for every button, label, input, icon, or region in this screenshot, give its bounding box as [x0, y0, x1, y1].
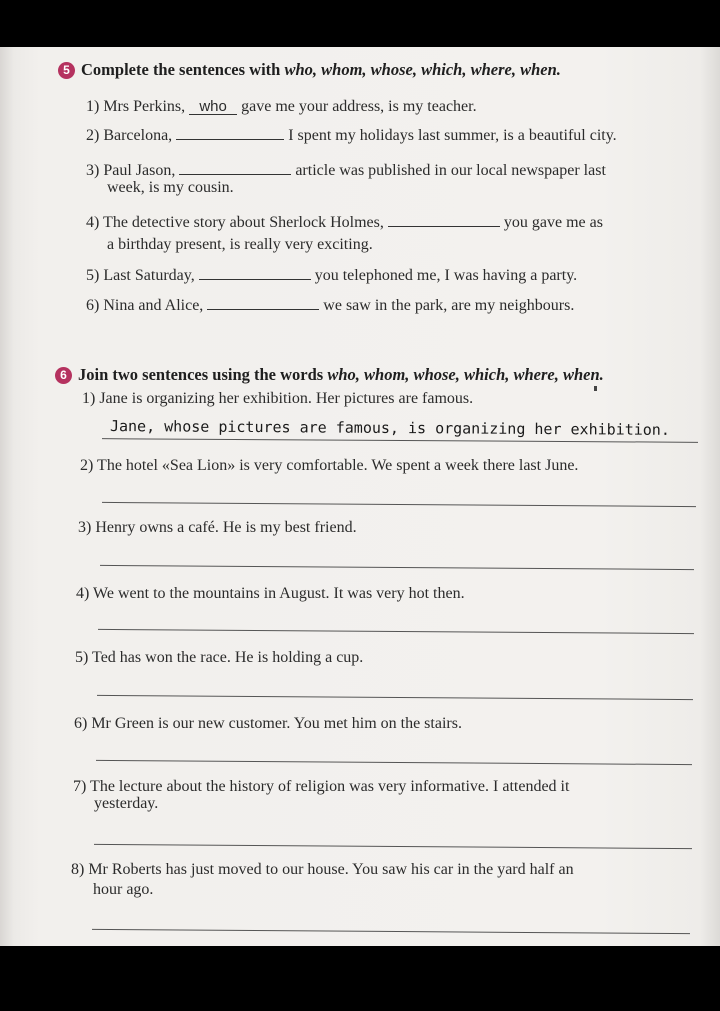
ex6-item-5-answer-line[interactable] — [97, 695, 693, 700]
ex5-item-1: 1) Mrs Perkins, who gave me your address, is my teacher. — [86, 98, 477, 115]
ex6-item-3: 3) Henry owns a café. He is my best friend. — [78, 519, 357, 536]
ex6-item-5: 5) Ted has won the race. He is holding a cup. — [75, 649, 364, 666]
ex6-item-1-answer[interactable]: Jane, whose pictures are famous, is organizing her exhibition. — [109, 417, 670, 439]
ex5-item-5-blank[interactable] — [199, 265, 311, 280]
ex6-item-6: 6) Mr Green is our new customer. You met him on the stairs. — [74, 715, 462, 732]
ex6-item-1-answer-line — [102, 438, 698, 443]
ex6-item-8-answer-line[interactable] — [92, 929, 690, 934]
workbook-page — [0, 47, 720, 946]
ex5-item-2-blank[interactable] — [176, 125, 284, 140]
ex5-item-2: 2) Barcelona, I spent my holidays last summer, is a beautiful city. — [86, 127, 617, 144]
pen-mark — [594, 386, 597, 391]
ex6-item-7-answer-line[interactable] — [94, 844, 692, 849]
ex5-item-3: 3) Paul Jason, article was published in our local newspaper last — [86, 162, 606, 179]
ex6-item-2-answer-line[interactable] — [102, 502, 696, 507]
exercise-6-heading: 6 Join two sentences using the words who, whom, whose, which, where, when. — [55, 365, 604, 385]
ex6-item-8: 8) Mr Roberts has just moved to our house. You saw his car in the yard half an — [71, 861, 574, 878]
ex5-item-5: 5) Last Saturday, you telephoned me, I was having a party. — [86, 267, 578, 284]
ex5-item-3-blank[interactable] — [179, 160, 291, 175]
exercise-6-number-badge: 6 — [55, 367, 72, 384]
ex5-item-4-cont: a birthday present, is really very exciting. — [107, 236, 373, 253]
ex5-item-4: 4) The detective story about Sherlock Holmes, you gave me as — [86, 214, 603, 231]
ex6-item-6-answer-line[interactable] — [96, 760, 692, 765]
ex5-item-3-cont: week, is my cousin. — [107, 179, 234, 196]
ex6-item-3-answer-line[interactable] — [100, 565, 694, 570]
ex6-item-2: 2) The hotel «Sea Lion» is very comfortable. We spent a week there last June. — [80, 457, 579, 474]
ex5-item-6-blank[interactable] — [207, 295, 319, 310]
exercise-5-number-badge: 5 — [58, 62, 75, 79]
ex5-item-4-blank[interactable] — [388, 212, 500, 227]
ex6-item-1: 1) Jane is organizing her exhibition. Her pictures are famous. — [82, 390, 474, 407]
ex6-item-4-answer-line[interactable] — [98, 629, 694, 634]
ex6-item-4: 4) We went to the mountains in August. It was very hot then. — [76, 585, 465, 602]
ex6-item-7: 7) The lecture about the history of religion was very informative. I attended it — [73, 778, 570, 795]
ex5-item-6: 6) Nina and Alice, we saw in the park, are my neighbours. — [86, 297, 575, 314]
exercise-5-heading: 5 Complete the sentences with who, whom, whose, which, where, when. — [58, 60, 561, 80]
ex6-item-8-cont: hour ago. — [93, 881, 154, 898]
ex5-item-1-answer[interactable]: who — [189, 99, 237, 115]
ex6-item-7-cont: yesterday. — [94, 795, 159, 812]
